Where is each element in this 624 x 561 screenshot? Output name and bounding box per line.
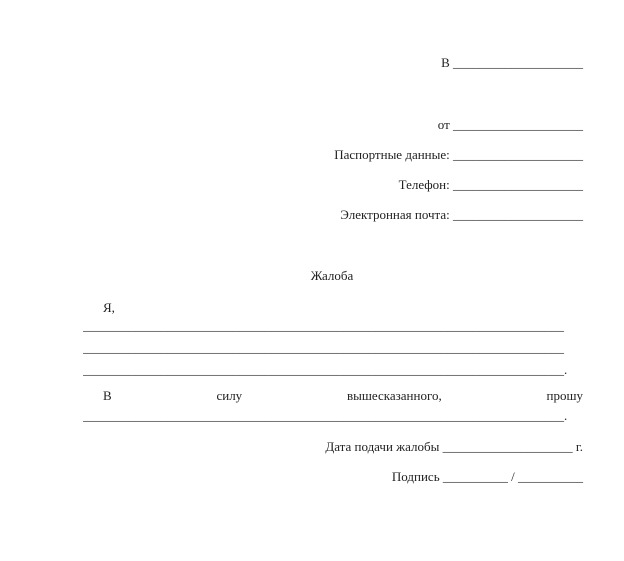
sender-line: от ____________________ [437, 117, 583, 132]
intro-text: Я, [103, 300, 115, 315]
passport-data-line: Паспортные данные: ____________________ [334, 147, 583, 162]
blank-line-1: __________________________________________________________________________ [83, 318, 564, 333]
document-title: Жалоба [310, 268, 354, 283]
addressee-line: В ____________________ [441, 55, 583, 70]
request-word-4: прошу [546, 388, 583, 403]
blank-line-4: __________________________________________________________________________. [83, 408, 568, 423]
signature-line: Подпись __________ / __________ [391, 469, 583, 484]
request-word-2: силу [216, 388, 243, 403]
blank-line-3: __________________________________________________________________________. [83, 362, 568, 377]
blank-line-2: __________________________________________________________________________ [83, 340, 564, 355]
submission-date-line: Дата подачи жалобы ____________________ г. [325, 439, 583, 454]
phone-line: Телефон: ____________________ [398, 177, 583, 192]
request-sentence [83, 388, 583, 404]
request-word-3: вышесказанного, [346, 388, 442, 403]
request-word-1: В [103, 388, 112, 403]
email-line: Электронная почта: ____________________ [340, 207, 583, 222]
